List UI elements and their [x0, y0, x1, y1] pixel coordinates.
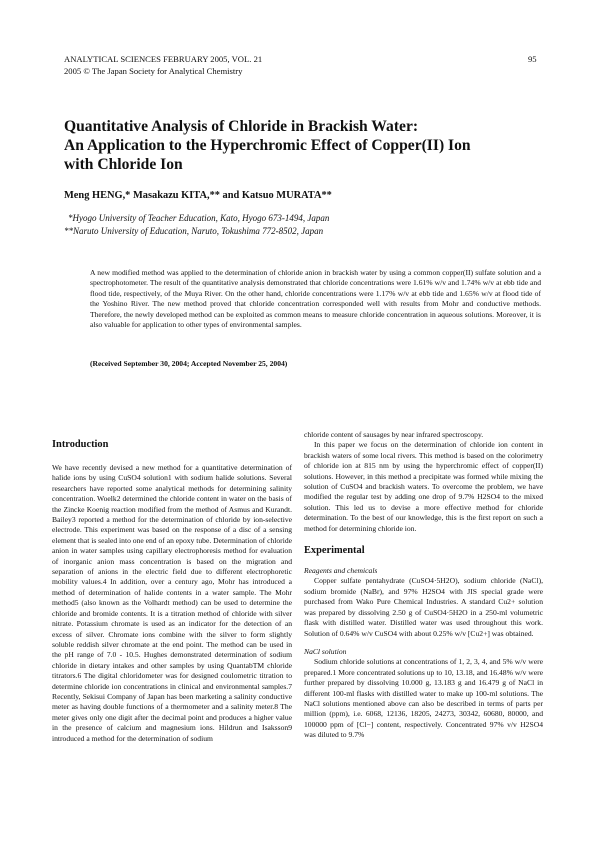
paragraph: Copper sulfate pentahydrate (CuSO4·5H2O), sodium chloride (NaCl), sodium bromide (NaBr), and 97% H2SO4 with JIS special grade were purchased from Wako Pure Chemical Industries. A standard Cu2+ solution was prepared by dissolving 2.50 g of CuSO4·5H2O in a 250-ml volumetric flask with distilled water. Distilled water was used throughout this work. Solution of 0.64% w/v CuSO4 with about 0.25% w/v [Cu2+] was obtained. [304, 576, 543, 638]
paragraph: chloride content of sausages by near infrared spectroscopy. [304, 430, 484, 439]
introduction-text: We have recently devised a new method for a quantitative determination of halide ions by using CuSO4 solution1 with sodium halide solutions. Several researchers have reported some analytical methods for determining salinity concentration. Woelk2 determined the chloride content in water on the basis of the Zincke Koenig reaction modified from the method of Asmus and Kurandt. Bailey3 reported a method for the determination of chloride by ion-selective electrode. This experiment was based on the response of a disc of a sensing element that is sealed into one end of an epoxy tube. Determination of chloride anion in water samples using capillary electrophoresis method for evaluation of inorganic anion mass concentration is based on the migration and separation of anions in the electric field due to different electrophoretic mobility values.4 In addition, over a century ago, Mohr has introduced a method of determination of halide contents in a water sample. The Mohr method5 (also known as the Volhardt method) can be used to determine the chloride and bromide contents. It is a titration method of chloride with silver nitrate. Potassium chromate is used as an indicator for the detection of an excess of silver. Chromate ions combine with the silver to form slightly soluble reddish silver chromate at the end point. The method can be used in the pH range of 7.0 - 10.5. Hughes demonstrated determination of sodium chloride in dietary intakes and other samples by using QuantabTM chloride titrators.6 The digital chloridometer was for designed coulometric titration to determine chloride ion concentrations in clinical and environmental samples.7 Recently, Sekisui Company of Japan has been marketing a salinity conductive meter as having double functions of a thermometer and a salinity meter.8 The meter gives only one digit after the decimal point and produces a higher value in the presence of calcium and magnesium ions. Hildrun and Isaksson9 introduced a method for the determination of sodium [52, 463, 292, 743]
affiliation-1: *Hyogo University of Teacher Education, Kato, Hyogo 673-1494, Japan [68, 213, 330, 223]
subsection-heading: NaCl solution [304, 646, 347, 656]
subsection-heading: Reagents and chemicals [304, 566, 378, 576]
title-line: Quantitative Analysis of Chloride in Brackish Water: [64, 118, 419, 135]
section-heading-experimental: Experimental [304, 545, 365, 557]
journal-header: ANALYTICAL SCIENCES FEBRUARY 2005, VOL. 21 [64, 54, 263, 64]
affiliation-2: **Naruto University of Education, Naruto, Tokushima 772-8502, Japan [64, 226, 324, 236]
left-column [52, 438, 292, 744]
paragraph: In this paper we focus on the determination of chloride ion content in brackish waters of some local rivers. This method is based on the colorimetry of chloride ion at 815 nm by using the hyperchromic effect of copper(II) solutions. However, in this method a precipitate was formed while mixing the solution of CuSO4 and brackish waters. To overcome the problem, we have modified the regular test by adding one drop of 9.7% H2SO4 to the mixed solution. This led us to devise a more effective method for chloride determination. To the best of our knowledge, this is the first report on such a method for determining chloride ion. [304, 440, 543, 533]
section-heading-introduction: Introduction [52, 439, 109, 450]
abstract: A new modified method was applied to the determination of chloride anion in brackish water by using a common copper(II) sulfate solution and a spectrophotometer. The result of the quantitative analysis demonstrated that chloride concentrations were 1.61% w/v and 1.74% w/v at ebb tide and flood tide, respectively, of the Muya River. On the other hand, chloride concentrations were 1.17% w/v at ebb tide and 1.65% w/v at flood tide of the Yoshino River. The new method proved that chloride concentration corresponded well with results from Mohr and conductive methods. Therefore, the newly developed method can be exploited as common means to measure chloride concentration in aqueous solutions. Moreover, it is also valuable for application to other types of environmental samples. [90, 268, 541, 330]
title-line: An Application to the Hyperchromic Effect of Copper(II) Ion [64, 137, 471, 154]
authors: Meng HENG,* Masakazu KITA,** and Katsuo MURATA** [64, 190, 332, 201]
paragraph: Sodium chloride solutions at concentrations of 1, 2, 3, 4, and 5% w/v were prepared.1 More concentrated solutions up to 10, 13.18, and 16.48% w/v were further prepared by dissolving 10.000 g, 13.183 g and 16.479 g of NaCl in different 100-ml flasks with distilled water to make up 100-ml solutions. The NaCl solutions mentioned above can also be described in terms of parts per million (ppm), i.e. 6068, 12136, 18205, 24273, 30342, 60680, 80000, and 100000 ppm of [Cl−] content, respectively. Concentrated 97% v/v H2SO4 was diluted to 9.7% [304, 657, 543, 740]
copyright-line: 2005 © The Japan Society for Analytical Chemistry [64, 66, 243, 76]
page-number: 95 [528, 54, 537, 64]
article-title [64, 117, 534, 174]
received-dates: (Received September 30, 2004; Accepted November 25, 2004) [90, 359, 288, 368]
title-line: with Chloride Ion [64, 156, 183, 173]
right-column [304, 430, 543, 741]
